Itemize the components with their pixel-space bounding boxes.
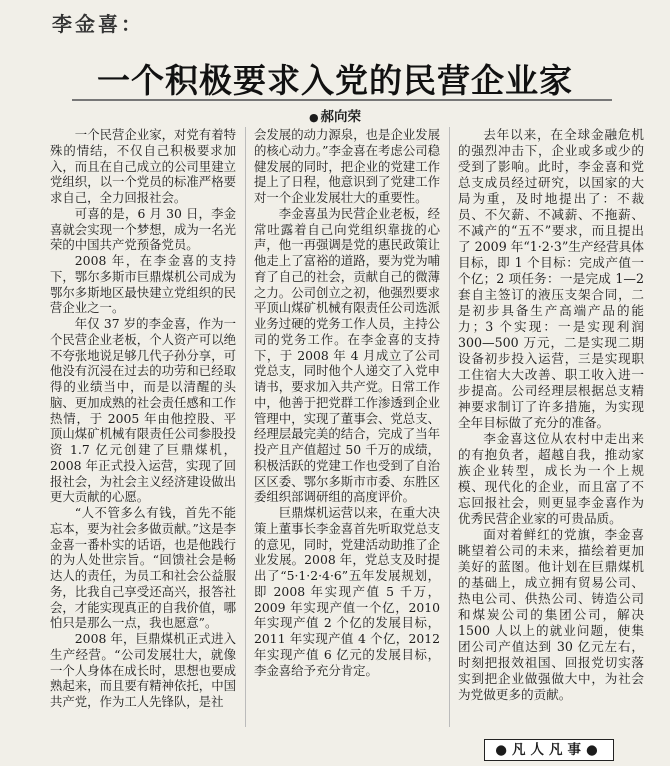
paragraph: 一个民营企业家，对党有着特殊的情结，不仅自己积极要求加入，而且在自己成立的公司里建立党组织，以一个党员的标准严格要求自己，全力回报社会。 xyxy=(50,127,236,205)
bullet-icon: ● xyxy=(308,111,319,124)
paragraph: 2008 年，巨鼎煤机正式进入生产经营。“公司发展壮大，就像一个人身体在成长时，思想也要成熟起来，而且要有精神依托，中国共产党，作为工人先锋队，是社 xyxy=(50,631,236,709)
paragraph: 面对着鲜红的党旗，李金喜眺望着公司的未来，描绘着更加美好的蓝图。他计划在巨鼎煤机的基础上，成立拥有贸易公司、热电公司、供热公司、铸造公司和煤炭公司的集团公司，解决 1500 人以上的就业问题，使集团公司产值达到 30 亿元左右，时刻把报效祖国、回报党切实落实到把企业做强做大中，为社会为党做更多的贡献。 xyxy=(458,527,644,702)
column-tag-label: 凡人凡事 xyxy=(512,742,586,758)
article-column-1 xyxy=(50,127,236,710)
paragraph: 年仅 37 岁的李金喜，作为一个民营企业老板，个人资产可以绝不夸张地说足够几代子孙分享，可他没有沉浸在过去的功劳和已经取得的业绩当中，而是以清醒的头脑、更加成熟的社会责任感和工作热情，于 2005 年由他控股、平顶山煤矿机械有限责任公司参股投资 1.7 亿元创建了巨鼎煤机，2008 年正式投入运营，实现了回报社会，为社会主义经济建设做出更大贡献的心愿。 xyxy=(50,316,236,505)
article-column-3 xyxy=(458,127,644,703)
paragraph: 去年以来，在全球金融危机的强烈冲击下，企业或多或少的受到了影响。此时，李金喜和党总支成员经过研究，以国家的大局为重，及时地提出了：不裁员、不欠薪、不减薪、不拖薪、不减产的“五不”要求，而且提出了 2009 年“1·2·3”生产经营具体目标，即 1 个目标：完成产值一个亿；2 项任务：一是完成 1—2 套自主签订的液压支架合同，二是初步具备生产高端产品的能力；3 个实现：一是实现利润 300—500 万元，二是实现二期设备初步投入运营，三是实现职工住宿大大改善、职工收入进一步提高。公司经理层根据总支精神要求制订了许多措施，为实现全年目标做了充分的准备。 xyxy=(458,127,644,430)
column-divider xyxy=(245,127,246,727)
bullet-icon: ● xyxy=(586,742,603,758)
paragraph: 巨鼎煤机运营以来，在重大决策上董事长李金喜首先听取党总支的意见，同时，党建活动助推了企业发展。2008 年，党总支及时提出了“5·1·2·4·6”五年发展规划，即 2008 年实现产值 5 千万，2009 年实现产值一个亿，2010 年实现产值 2 个亿的发展目标，2011 年实现产值 4 个亿，2012 年实现产值 6 亿元的发展目标，李金喜给予充分肯定。 xyxy=(254,505,440,678)
headline-rule xyxy=(72,99,612,101)
article-column-2 xyxy=(254,127,440,678)
paragraph: 会发展的动力源泉，也是企业发展的核心动力。”李金喜在考虑公司稳健发展的同时，把企业的党建工作提上了日程，他意识到了党建工作对一个企业发展壮大的重要性。 xyxy=(254,127,440,205)
paragraph: 李金喜虽为民营企业老板，经常吐露着自己向党组织靠拢的心声，他一再强调是党的惠民政策让他走上了富裕的道路，要为党为哺育了自己的社会，贡献自己的微薄之力。公司创立之初，他强烈要求平顶山煤矿机械有限责任公司选派业务过硬的党务工作人员，主持公司的党务工作。在李金喜的支持下，于 2008 年 4 月成立了公司党总支，同时他个人递交了入党申请书，要求加入共产党。日常工作中，他善于把党群工作渗透到企业管理中，实现了董事会、党总支、经理层最完美的结合，完成了当年投产且产值超过 50 千万的成绩，积极活跃的党建工作也受到了自治区区委、鄂尔多斯市市委、东胜区委组织部调研组的高度评价。 xyxy=(254,205,440,505)
bullet-icon: ● xyxy=(495,742,512,758)
paragraph: 可喜的是，6 月 30 日，李金喜就会实现一个梦想，成为一名光荣的中国共产党预备党员。 xyxy=(50,205,236,253)
paragraph: “人不管多么有钱，首先不能忘本，要为社会多做贡献。”这是李金喜一番朴实的话语，也是他践行的为人处世宗旨。“回馈社会是畅达人的责任，为员工和社会公益服务，比我自己享受还高兴，报答社会，才能实现真正的自我价值，哪怕只是那么一点，我也愿意”。 xyxy=(50,505,236,631)
paragraph: 李金喜这位从农村中走出来的有抱负者，超越自我，推动家族企业转型，成长为一个上规模、现代化的企业，而且富了不忘回报社会，则更显李金喜作为优秀民营企业家的可贵品质。 xyxy=(458,431,644,526)
author-name: 郝向荣 xyxy=(320,109,362,125)
byline xyxy=(0,105,670,125)
kicker-name: 李金喜： xyxy=(52,12,144,36)
article-headline: 一个积极要求入党的民营企业家 xyxy=(97,61,573,100)
paragraph: 2008 年，在李金喜的支持下，鄂尔多斯市巨鼎煤机公司成为鄂尔多斯地区最快建立党组织的民营企业之一。 xyxy=(50,253,236,316)
column-divider xyxy=(449,127,450,727)
column-tag-box xyxy=(484,739,614,761)
